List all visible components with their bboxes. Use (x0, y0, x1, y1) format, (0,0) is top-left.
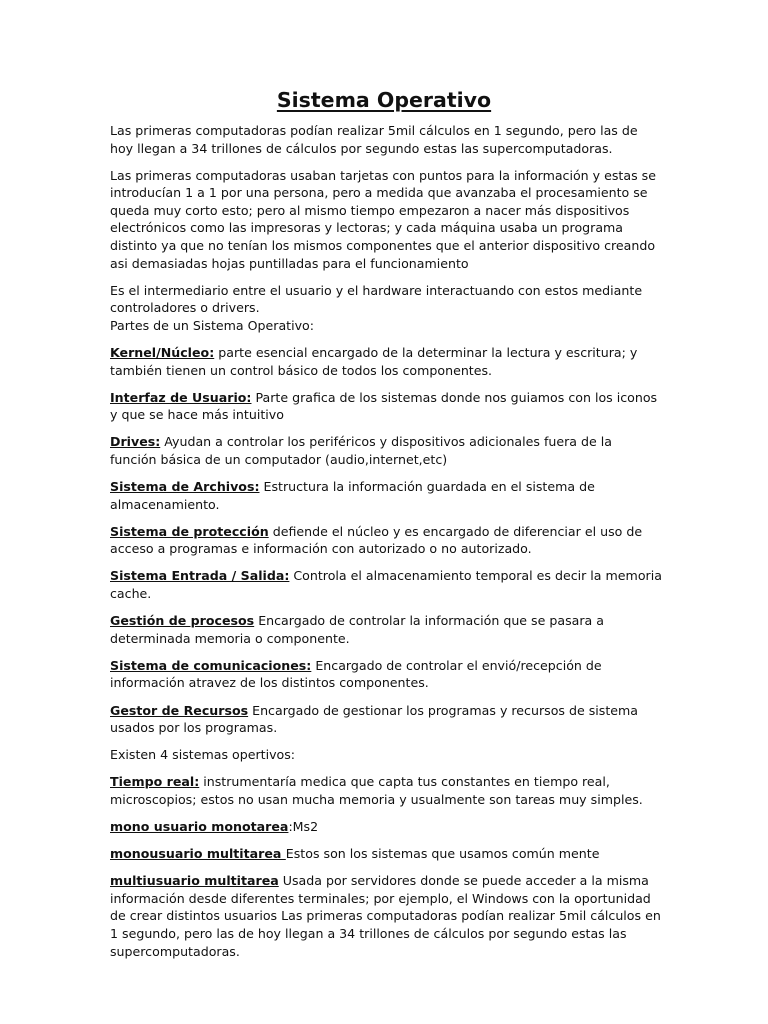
term-kernel: Kernel/Núcleo: (110, 345, 215, 361)
term-protection: Sistema de protección (110, 523, 269, 539)
document-body (110, 122, 662, 970)
paragraph-text: Existen 4 sistemas opertivos: (110, 747, 296, 763)
term-communications: Sistema de comunicaciones: (110, 657, 312, 673)
paragraph-single-user-single-task (110, 818, 662, 836)
paragraph-text-parts-heading: Partes de un Sistema Operativo: (110, 317, 315, 333)
term-single-user-single-task: mono usuario monotarea (110, 819, 289, 834)
paragraph-os-types-heading (110, 746, 662, 764)
term-description: Controla el almacenamiento temporal es decir la memoria cache. (110, 568, 662, 602)
term-description: defiende el núcleo y es encargado de diferenciar el uso de acceso a programas e información con autorizado o no autorizado. (110, 523, 643, 557)
paragraph-text: Las primeras computadoras usaban tarjetas con puntos para la información y estas se introducían 1 a 1 por una persona, pero a medida que avanzaba el procesamiento se queda muy corto esto; pero al mismo tiempo empezaron a nacer más dispositivos electrónicos como las impresoras y lectoras; y cada máquina usaba un programa distinto ya que no tenían los mismos componentes que el anterior dispositivo creando asi demasiadas hojas puntilladas para el funcionamiento (110, 167, 656, 271)
term-description: Encargado de controlar la información que se pasara a determinada memoria o componente. (110, 613, 604, 646)
term-description: Parte grafica de los sistemas donde nos guiamos con los iconos y que se hace más intuitivo (110, 389, 658, 423)
term-description: Encargado de gestionar los programas y recursos de sistema usados por los programas. (110, 702, 638, 736)
term-description: Ayudan a controlar los periféricos y dispositivos adicionales fuera de la función básica de un computador (audio,internet,etc) (110, 434, 612, 467)
term-description: :Ms2 (288, 819, 319, 834)
paragraph-intro (110, 122, 662, 157)
paragraph-process-management (110, 612, 662, 647)
paragraph-text: Es el intermediario entre el usuario y el hardware interactuando con estos mediante controladores o drivers. (110, 282, 643, 316)
paragraph-real-time (110, 773, 662, 808)
paragraph-kernel (110, 344, 662, 379)
document-title: Sistema Operativo (276, 88, 492, 112)
term-drives: Drives: (110, 434, 161, 450)
term-file-system: Sistema de Archivos: (110, 479, 260, 495)
term-description: Encargado de controlar el envió/recepción de información atravez de los distintos componentes. (110, 657, 602, 691)
term-description: Estructura la información guardada en el sistema de almacenamiento. (110, 479, 595, 512)
term-multi-user-multitask: multiusuario multitarea (110, 873, 279, 889)
paragraph-file-system (110, 478, 662, 513)
paragraph-single-user-multitask (110, 845, 662, 863)
term-description: parte esencial encargado de la determinar la lectura y escritura; y también tienen un control básico de todos los componentes. (110, 345, 638, 378)
term-io: Sistema Entrada / Salida: (110, 568, 290, 584)
term-process-management: Gestión de procesos (110, 613, 255, 629)
term-resource-manager: Gestor de Recursos (110, 702, 249, 718)
paragraph-user-interface (110, 389, 662, 424)
paragraph-communications (110, 657, 662, 692)
term-description: Usada por servidores donde se puede acceder a la misma información desde diferentes terminales; por ejemplo, el Windows con la oportunidad de crear distintos usuarios Las primeras computadoras podían realizar 5mil cálculos en 1 segundo, pero las de hoy llegan a 34 trillones de cálculos por segundo estas las supercomputadoras. (110, 873, 661, 959)
term-single-user-multitask: monousuario multitarea (110, 846, 286, 862)
paragraph-text: Las primeras computadoras podían realizar 5mil cálculos en 1 segundo, pero las de hoy llegan a 34 trillones de cálculos por segundo estas las supercomputadoras. (110, 123, 638, 156)
paragraph-multi-user-multitask (110, 872, 662, 960)
paragraph-protection (110, 523, 662, 558)
paragraph-history (110, 167, 662, 273)
term-description: Estos son los sistemas que usamos común mente (285, 846, 600, 862)
paragraph-io (110, 567, 662, 602)
paragraph-resource-manager (110, 702, 662, 737)
paragraph-drives (110, 433, 662, 468)
paragraph-definition (110, 282, 662, 335)
term-description: instrumentaría medica que capta tus constantes en tiempo real, microscopios; estos no usan mucha memoria y usualmente son tareas muy simples. (110, 774, 643, 807)
term-real-time: Tiempo real: (110, 774, 200, 790)
term-user-interface: Interfaz de Usuario: (110, 389, 252, 405)
